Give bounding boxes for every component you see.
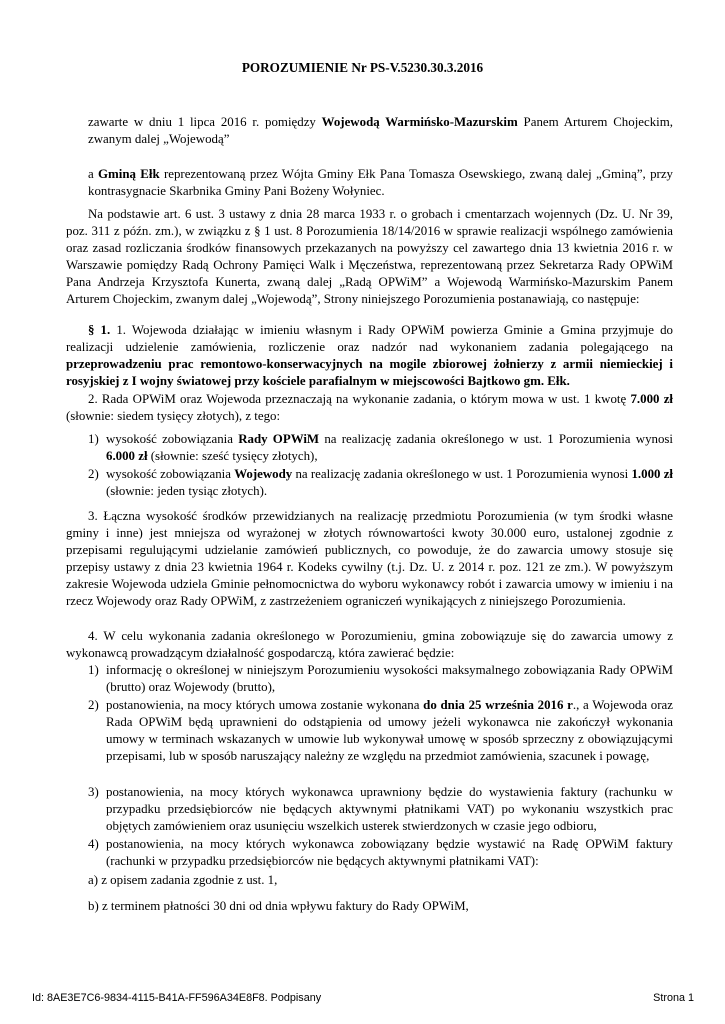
section-2-paragraph bbox=[66, 391, 673, 425]
section-sign: § 1. bbox=[88, 323, 111, 337]
text-span: na realizację zadania określonego w ust. 1 Porozumienia wynosi bbox=[319, 432, 673, 446]
section-4-paragraph bbox=[66, 628, 673, 662]
party-gmina-paragraph bbox=[88, 166, 673, 200]
list-number: 1) bbox=[88, 432, 99, 446]
section-3-paragraph bbox=[66, 508, 673, 611]
invoice-item-b bbox=[88, 898, 673, 915]
document-title: POROZUMIENIE Nr PS-V.5230.30.3.2016 bbox=[241, 60, 484, 75]
contract-item-3 bbox=[88, 784, 673, 835]
bold-span: 6.000 zł bbox=[106, 449, 148, 464]
contract-item-4 bbox=[88, 836, 673, 870]
invoice-item-b-text: b) z terminem płatności 30 dni od dnia wpływu faktury do Rady OPWiM, bbox=[88, 899, 469, 913]
legal-basis-paragraph bbox=[66, 206, 673, 309]
text-span: informację o określonej w niniejszym Porozumieniu wysokości maksymalnego zobowiązania Rady OPWiM (brutto) oraz Wojewody (brutto), bbox=[106, 663, 673, 695]
bold-span: Gminą Ełk bbox=[98, 167, 160, 181]
text-span: (słownie: sześć tysięcy złotych), bbox=[147, 449, 318, 464]
bold-span: Wojewody bbox=[234, 467, 293, 481]
text-span: wysokość zobowiązania bbox=[106, 432, 239, 446]
list-item-wojewoda bbox=[88, 466, 673, 500]
text-span: (słownie: siedem tysięcy złotych), z tego: bbox=[66, 409, 281, 424]
footer-document-id: Id: 8AE3E7C6-9834-4115-B41A-FF596A34E8F8. Podpisany bbox=[32, 992, 322, 1004]
bold-span: Wojewodą Warmińsko-Mazurskim bbox=[321, 115, 518, 129]
list-item-rada bbox=[88, 431, 673, 465]
text-span: (słownie: jeden tysiąc złotych). bbox=[106, 484, 268, 499]
text-span: zawarte w dniu 1 lipca 2016 r. pomiędzy bbox=[88, 115, 322, 129]
bold-span: Rady OPWiM bbox=[238, 432, 320, 446]
bold-span: 1.000 zł bbox=[631, 467, 674, 481]
contract-item-1 bbox=[88, 662, 673, 696]
text-span: a bbox=[88, 167, 99, 181]
list-number: 1) bbox=[88, 663, 99, 677]
text-span: Panem Arturem Chojeckim, zwanym dalej „Wojewodą” bbox=[88, 115, 674, 147]
bold-span: do dnia 25 września 2016 r bbox=[423, 698, 573, 712]
text-span: postanowienia, na mocy których umowa zostanie wykonana bbox=[106, 698, 424, 712]
list-number: 2) bbox=[88, 698, 99, 712]
text-span: 2. Rada OPWiM oraz Wojewoda przeznaczają na wykonanie zadania, o którym mowa w ust. 1 kwotę bbox=[88, 392, 631, 406]
list-number: 3) bbox=[88, 785, 99, 799]
text-span: 1. Wojewoda działając w imieniu własnym i Rady OPWiM powierza Gminie a Gmina przyjmuje do realizacji udzielenie zamówienia, rozliczenie oraz nadzór nad wykonaniem zadania polegającego na bbox=[66, 323, 673, 355]
bold-span: przeprowadzeniu prac remontowo-konserwacyjnych na mogile zbiorowej żołnierzy z armii niemieckiej i rosyjskiej z I wojny światowej przy kościele parafialnym w miejscowości Bajtkowo gm. Ełk. bbox=[66, 357, 673, 389]
text-span: reprezentowaną przez Wójta Gminy Ełk Pana Tomasza Osewskiego, zwaną dalej „Gminą”, przy kontrasygnacie Skarbnika Gminy Pani Bożeny Wołyniec. bbox=[88, 167, 673, 199]
section-1-paragraph bbox=[66, 322, 673, 390]
contract-item-2 bbox=[88, 697, 673, 765]
footer-page-number: Strona 1 bbox=[653, 992, 694, 1004]
invoice-item-a-text: a) z opisem zadania zgodnie z ust. 1, bbox=[88, 873, 278, 887]
text-span: ., a Wojewoda oraz Rada OPWiM będą uprawnieni do odstąpienia od umowy jeżeli wykonawca nie zakończył wykonania umowy w terminach wskazanych w umowie lub wykonywał umowę w sposób sprzeczny z obowiązującymi przepisami, lub w sposób naruszający należny ze względu na przedmiot zamówienia, szacunek i powagę, bbox=[106, 698, 673, 764]
text-span: na realizację zadania określonego w ust. 1 Porozumienia wynosi bbox=[292, 467, 632, 481]
invoice-item-a bbox=[88, 872, 673, 889]
text-span: postanowienia, na mocy których wykonawca uprawniony będzie do wystawienia faktury (rachunku w przypadku przedsiębiorców nie będących aktywnymi płatnikami VAT) po wykonaniu wszystkich prac objętych zamówieniem oraz usunięciu wszelkich usterek stwierdzonych w czasie jego odbioru, bbox=[106, 785, 673, 834]
text-span: wysokość zobowiązania bbox=[106, 467, 235, 481]
contract-date-paragraph bbox=[88, 114, 673, 148]
bold-span: 7.000 zł bbox=[630, 392, 673, 406]
text-span: postanowienia, na mocy których wykonawca zobowiązany będzie wystawić na Radę OPWiM faktury (rachunki w przypadku przedsiębiorców nie będących aktywnymi płatnikami VAT): bbox=[106, 837, 673, 869]
list-number: 4) bbox=[88, 837, 99, 851]
list-number: 2) bbox=[88, 467, 99, 481]
section-3-text: 3. Łączna wysokość środków przewidzianych na realizację przedmiotu Porozumienia (w tym środki własne gminy i inne) jest mniejsza od wyrażonej w złotych równowartości kwoty 30.000 euro, ustalonej zgodnie z przepisami regulującymi udzielanie zamówień publicznych, co powoduje, że do zawarcia umowy stosuje się przepisy ustawy z dnia 23 kwietnia 1964 r. Kodeks cywilny (t.j. Dz. U. z 2014 r. poz. 121 ze zm.). W powyższym zakresie Wojewoda udziela Gminie pełnomocnictwa do wyboru wykonawcy robót i zawarcia umowy w imieniu i na rzecz Wojewody oraz Rady OPWiM, z zastrzeżeniem ograniczeń wynikających z niniejszego Porozumienia. bbox=[66, 509, 673, 609]
legal-basis-text: Na podstawie art. 6 ust. 3 ustawy z dnia 28 marca 1933 r. o grobach i cmentarzach wojennych (Dz. U. Nr 39, poz. 311 z późn. zm.), w związku z § 1 ust. 8 Porozumienia 18/14/2016 w sprawie realizacji wspólnego zamówienia oraz zasad rozliczania środków finansowych przekazanych na powyższy cel zawartego dnia 13 kwietnia 2016 r. w Warszawie pomiędzy Radą Ochrony Pamięci Walk i Męczeństwa, reprezentowaną przez Sekretarza Rady OPWiM Pana Andrzeja Krzysztofa Kunerta, zwaną dalej „Radą OPWiM” a Wojewodą Warmińsko-Mazurskim Panem Arturem Chojeckim, zwanym dalej „Wojewodą”, Strony niniejszego Porozumienia postanawiają, co następuje: bbox=[66, 207, 673, 307]
section-4-text: 4. W celu wykonania zadania określonego w Porozumieniu, gmina zobowiązuje się do zawarcia umowy z wykonawcą prowadzącym działalność gospodarczą, która zawierać będzie: bbox=[66, 629, 673, 661]
